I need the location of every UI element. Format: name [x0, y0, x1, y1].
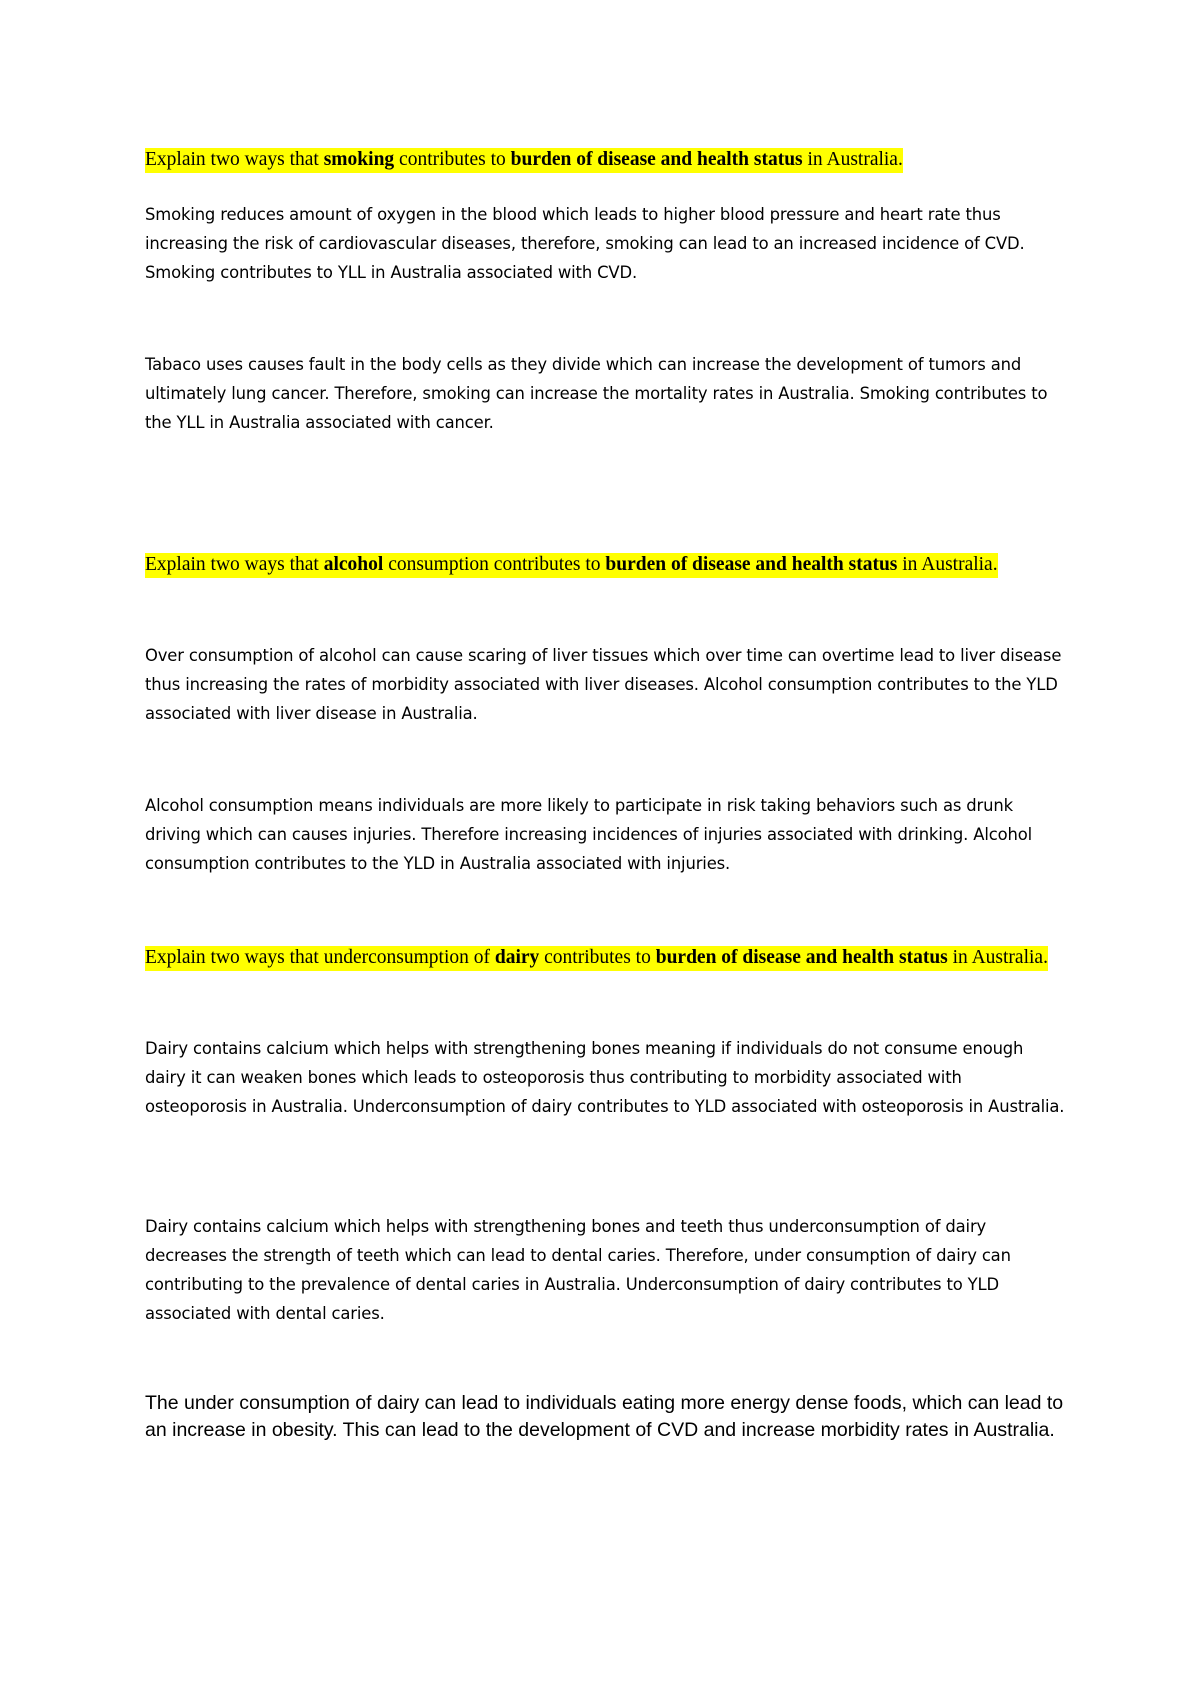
highlight-span: Explain two ways that underconsumption of dairy contributes to burden of disease and health status in Australia. [145, 946, 1048, 971]
answer-alcohol-1: Over consumption of alcohol can cause scaring of liver tissues which over time can overtime lead to liver disease thus increasing the rates of morbidity associated with liver diseases. Alcohol consumption contributes to the YLD associated with liver disease in Australia. [145, 646, 1062, 723]
question-dairy-heading [145, 939, 1065, 977]
answer-dairy-3: The under consumption of dairy can lead to individuals eating more energy dense foods, which can lead to an increase in obesity. This can lead to the development of CVD and increase morbidity rates in Australia. [145, 1392, 1064, 1441]
answer-dairy-1: Dairy contains calcium which helps with strengthening bones meaning if individuals do not consume enough dairy it can weaken bones which leads to osteoporosis thus contributing to morbidity associated with osteoporosis in Australia. Underconsumption of dairy contributes to YLD associated with osteoporosis in Australia. [145, 1039, 1065, 1116]
answer-smoking-2: Tabaco uses causes fault in the body cells as they divide which can increase the development of tumors and ultimately lung cancer. Therefore, smoking can increase the mortality rates in Australia. Smoking contributes to the YLL in Australia associated with cancer. [145, 355, 1048, 432]
highlight-span: Explain two ways that smoking contributes to burden of disease and health status in Australia. [145, 148, 903, 173]
highlight-span: Explain two ways that alcohol consumption contributes to burden of disease and health status in Australia. [145, 553, 998, 578]
answer-alcohol-2: Alcohol consumption means individuals are more likely to participate in risk taking behaviors such as drunk driving which can causes injuries. Therefore increasing incidences of injuries associated with drinking. Alcohol consumption contributes to the YLD in Australia associated with injuries. [145, 796, 1033, 873]
answer-smoking-1: Smoking reduces amount of oxygen in the blood which leads to higher blood pressure and heart rate thus increasing the risk of cardiovascular diseases, therefore, smoking can lead to an increased incidence of CVD. Smoking contributes to YLL in Australia associated with CVD. [145, 205, 1025, 282]
question-alcohol-heading [145, 546, 1065, 584]
question-smoking-heading [145, 146, 1065, 174]
answer-dairy-2: Dairy contains calcium which helps with strengthening bones and teeth thus underconsumption of dairy decreases the strength of teeth which can lead to dental caries. Therefore, under consumption of dairy can contributing to the prevalence of dental caries in Australia. Underconsumption of dairy contributes to YLD associated with dental caries. [145, 1217, 1011, 1323]
